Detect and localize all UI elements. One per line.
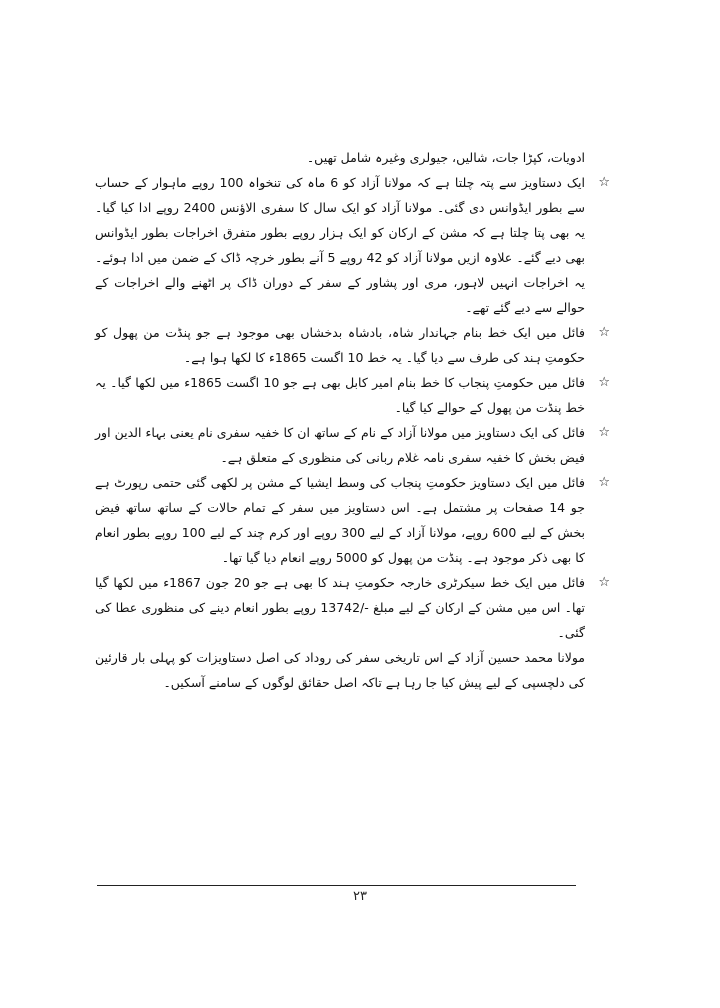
star-bullet-icon: ☆ [598, 475, 610, 490]
star-bullet-icon: ☆ [598, 375, 610, 390]
bullet-paragraph [95, 320, 610, 370]
paragraph-text: فائل کی ایک دستاویز میں مولانا آزاد کے نام کے ساتھ ان کا خفیہ سفری نام یعنی بہاء الدین اور فیض بخش کا خفیہ سفری نامہ غلام ربانی کی منظوری کے متعلق ہے۔ [95, 425, 585, 465]
star-bullet-icon: ☆ [598, 425, 610, 440]
bullet-paragraph [95, 570, 610, 645]
paragraph-text: فائل میں ایک خط بنام جہاندار شاہ، بادشاہ بدخشاں بھی موجود ہے جو پنڈت من پھول کو حکومتِ ہند کی طرف سے دیا گیا۔ یہ خط 10 اگست 1865ء کا لکھا ہوا ہے۔ [95, 325, 585, 365]
paragraph-text: فائل میں ایک دستاویز حکومتِ پنجاب کی وسط ایشیا کے مشن پر لکھی گئی حتمی رپورٹ ہے جو 14 صفحات پر مشتمل ہے۔ اس دستاویز میں سفر کے تمام حالات کے ساتھ ساتھ فیض بخش کے لیے 600 روپے، مولانا آزاد کے لیے 300 روپے اور کرم چند کے لیے 100 روپے بطور انعام کا بھی ذکر موجود ہے۔ پنڈت من پھول کو 5000 روپے انعام دیا گیا تھا۔ [95, 475, 585, 565]
bullet-paragraph [95, 370, 610, 420]
star-bullet-icon: ☆ [598, 575, 610, 590]
bullet-paragraph [95, 170, 610, 320]
paragraph: مولانا محمد حسین آزاد کے اس تاریخی سفر کی روداد کی اصل دستاویزات کو پہلی بار قارئین کی دلچسپی کے لیے پیش کیا جا رہا ہے تاکہ اصل حقائق لوگوں کے سامنے آسکیں۔ [95, 650, 585, 690]
paragraph: ادویات، کپڑا جات، شالیں، جیولری وغیرہ شامل تھیں۔ [306, 150, 585, 165]
footer-rule [97, 885, 576, 886]
star-bullet-icon: ☆ [598, 175, 610, 190]
page-number: ۲۳ [353, 889, 367, 904]
paragraph-text: ایک دستاویز سے پتہ چلتا ہے کہ مولانا آزاد کو 6 ماہ کی تنخواہ 100 روپے ماہوار کے حساب سے بطور ایڈوانس دی گئی۔ مولانا آزاد کو ایک سال کا سفری الاؤنس 2400 روپے ادا کیا گیا۔ یہ بھی پتا چلتا ہے کہ مشن کے ارکان کو ایک ہزار روپے بطور متفرق اخراجات بطور ایڈوانس بھی دیے گئے۔ علاوہ ازیں مولانا آزاد کو 42 روپے 5 آنے بطور خرچہ ڈاک کے ضمن میں ادا ہوئے۔ یہ اخراجات انہیں لاہور، مری اور پشاور کے سفر کے دوران ڈاک پر اٹھنے والے اخراجات کے حوالے سے دیے گئے تھے۔ [95, 175, 586, 315]
paragraph-text: فائل میں حکومتِ پنجاب کا خط بنام امیر کابل بھی ہے جو 10 اگست 1865ء میں لکھا گیا۔ یہ خط پنڈت من پھول کے حوالے کیا گیا۔ [95, 375, 586, 415]
bullet-paragraph [95, 470, 610, 570]
paragraph-text: فائل میں ایک خط سیکرٹری خارجہ حکومتِ ہند کا بھی ہے جو 20 جون 1867ء میں لکھا گیا تھا۔ اس میں مشن کے ارکان کے لیے مبلغ -/13742 روپے بطور انعام دینے کی منظوری عطا کی گئی۔ [95, 575, 586, 640]
bullet-paragraph [95, 420, 610, 470]
star-bullet-icon: ☆ [598, 325, 610, 340]
body-text [95, 145, 610, 695]
